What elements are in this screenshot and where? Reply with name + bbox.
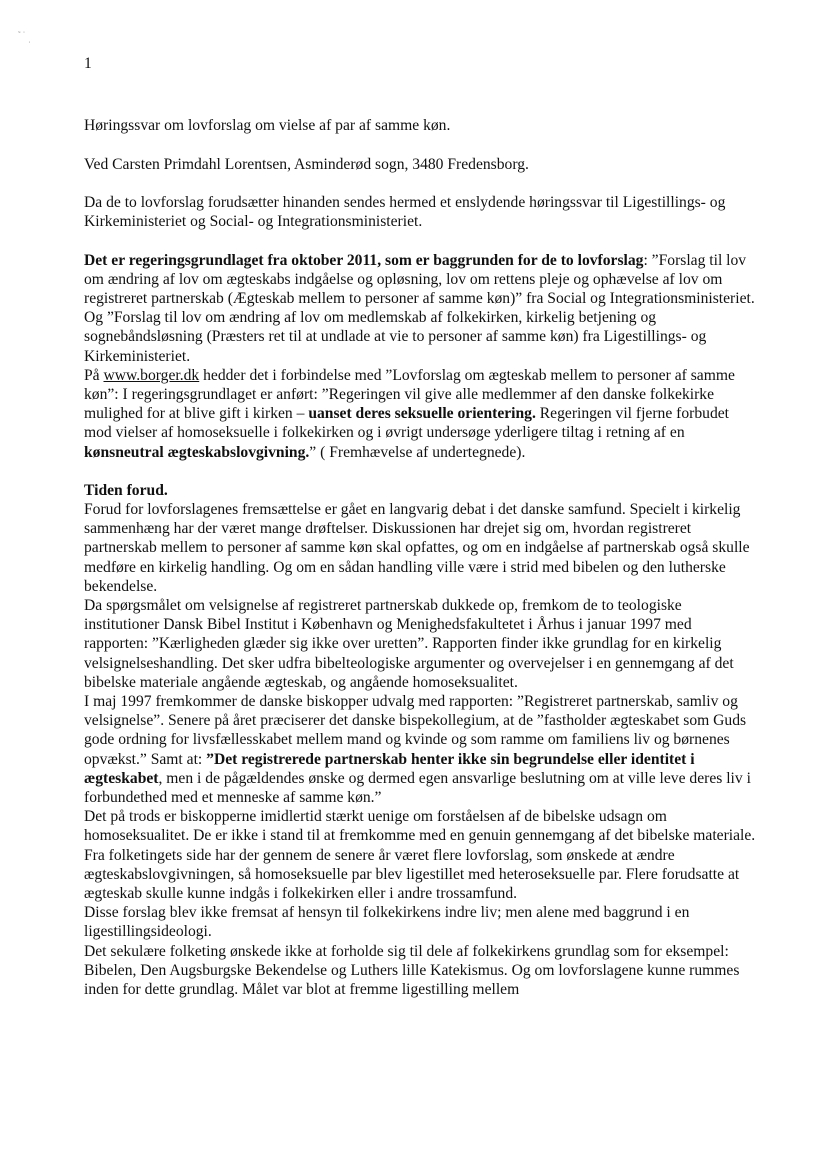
author-line: Ved Carsten Primdahl Lorentsen, Asminderød sogn, 3480 Fredensborg. [84,155,529,173]
page-number: 1 [84,55,92,72]
bold-span: uanset deres seksuelle orientering. [308,405,536,423]
bold-span: kønsneutral ægteskabslovgivning. [84,443,310,461]
section2-paragraph1: Forud for lovforslagenes fremsættelse er gået en langvarig debat i det danske samfund. Specielt i kirkelig sammenhæng har der været mange drøftelser. Diskussionen har drejet sig om, hvordan registreret partnerskab mellem to personer af samme køn skal opfattes, og om en indgåelse af partnerskab også skulle medføre en kirkelig handling. Og om en sådan handling ville være i strid med bibelen og den lutherske bekendelse. [84,501,750,595]
section2-paragraph2: Da spørgsmålet om velsignelse af registreret partnerskab dukkede op, fremkom de to teologiske institutioner Dansk Bibel Institut i København og Menighedsfakultetet i Århus i januar 1997 med rapporten: ”Kærligheden glæder sig ikke over uretten”. Rapporten finder ikke grundlag for en kirkelig velsignelseshandling. Det sker udfra bibelteologiske argumenter og overvejelser i en gennemgang af det bibelske materiale angående ægteskab, og angående homoseksualitet. [84,597,734,691]
section2-heading: Tiden forud. [84,481,168,499]
text-span: På [84,366,104,384]
section2-paragraph7: Det sekulære folketing ønskede ikke at forholde sig til dele af folkekirkens grundlag som for eksempel: Bibelen, Den Augsburgske Bekendelse og Luthers lille Katekismus. Og om lovforslagene kunne rummes inden for dette grundlag. Målet var blot at fremme ligestilling mellem [84,942,740,999]
text-span: I maj 1997 fremkommer de danske biskopper udvalg med rapporten: ”Registreret partnerskab, samliv og velsignelse”. Senere på året præciserer det danske bispekollegium, at de ”fastholder ægteskabet som Guds gode ordning for livsfællesskabet mellem mand og kvinde og som ramme om familiens liv og børnenes opvækst.” Samt at: [84,693,747,768]
text-span: , men i de pågældendes ønske og dermed egen ansvarlige beslutning om at ville leve deres liv i forbundethed med et menneske af samme køn.” [84,769,751,807]
section2-paragraph6: Disse forslag blev ikke fremsat af hensyn til folkekirkens indre liv; men alene med baggrund i en ligestillingsideologi. [84,904,690,941]
section1-paragraph1 [84,251,756,366]
scan-specks: ˜ ˙ ˙ [18,30,31,49]
bold-span: ”Det registrerede partnerskab henter ikke sin begrundelse eller identitet i ægteskabet [84,750,695,787]
section1-paragraph2 [84,366,756,462]
section2-paragraph3 [84,692,756,807]
document-page [84,54,756,999]
document-title: Høringssvar om lovforslag om vielse af par af samme køn. [84,117,451,135]
section1-text: : ”Forslag til lov om ændring af lov om ægteskabs indgåelse og opløsning, lov om rettens pleje og ophævelse af lov om registreret partnerskab (Ægteskab mellem to personer af samme køn)” fra Social og Integrationsministeriet. Og ”Forslag til lov om ændring af lov om medlemskab af folkekirken, kirkelig betjening og sognebåndsløsning (Præsters ret til at undlade at vie to personer af samme køn) fra Ligestillings- og Kirkeministeriet. [84,251,755,365]
section2-paragraph5: Fra folketingets side har der gennem de senere år været flere lovforslag, som ønskede at ændre ægteskabslovgivningen, så homoseksuelle par blev ligestillet med heteroseksuelle par. Flere forudsatte at ægteskab skulle kunne indgås i folkekirken eller i andre trossamfund. [84,846,740,903]
borger-link[interactable]: www.borger.dk [103,366,200,384]
section1-bold-lead: Det er regeringsgrundlaget fra oktober 2011, som er baggrunden for de to lovforslag [84,251,644,269]
intro-paragraph: Da de to lovforslag forudsætter hinanden sendes hermed et enslydende høringssvar til Ligestillings- og Kirkeministeriet og Social- og Integrationsministeriet. [84,193,726,231]
text-span: ” ( Fremhævelse af undertegnede). [309,443,526,461]
text-span: hedder det i forbindelse med ”Lovforslag om ægteskab mellem to personer af samme køn”: I regeringsgrundlaget er anført: ”Regeringen vil give alle medlemmer af den danske folkekirke mulighed for at blive gift i kirken – [84,366,735,423]
text-span: Regeringen vil fjerne forbudet mod vielser af homoseksuelle i folkekirken og i øvrigt undersøge yderligere tiltag i retning af en [84,405,729,442]
section2-paragraph4: Det på trods er biskopperne imidlertid stærkt uenige om forståelsen af de bibelske udsagn om homoseksualitet. De er ikke i stand til at fremkomme med en genuin gennemgang af det bibelske materiale. [84,808,756,845]
